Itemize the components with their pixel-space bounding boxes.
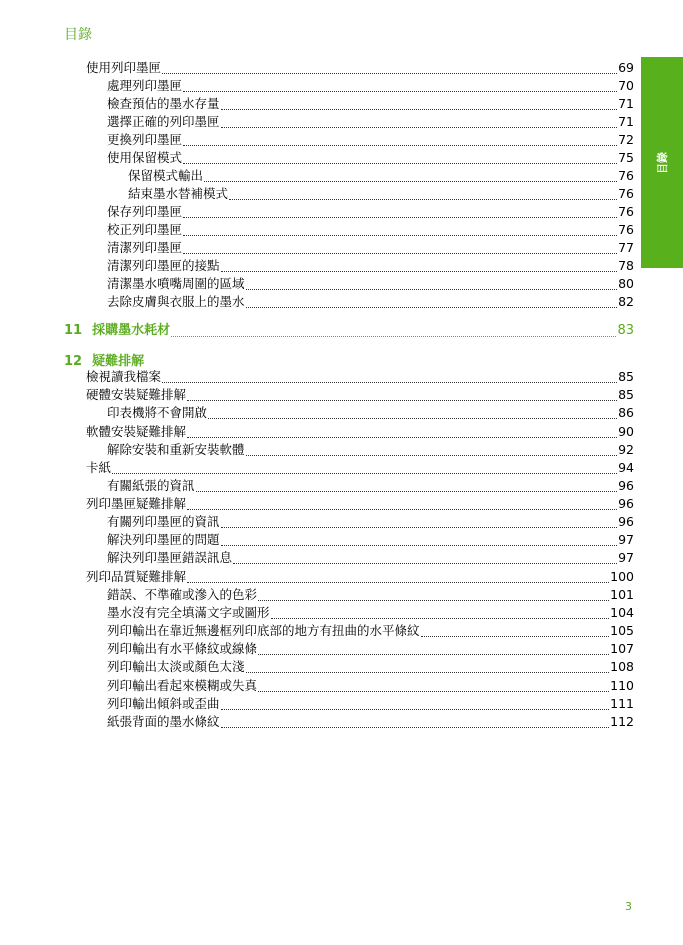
toc-leader-dots	[246, 306, 618, 308]
toc-entry-title: 墨水沒有完全填滿文字或圖形	[107, 605, 270, 620]
toc-leader-dots	[183, 162, 617, 164]
toc-entry-page: 83	[617, 323, 634, 338]
toc-entry-page: 76	[618, 222, 634, 237]
toc-entry[interactable]	[128, 185, 634, 203]
toc-entry[interactable]	[107, 203, 634, 221]
toc-entry-title: 校正列印墨匣	[107, 222, 183, 237]
toc-entry-page: 76	[618, 204, 634, 219]
toc-leader-dots	[183, 234, 617, 236]
toc-leader-dots	[162, 72, 617, 74]
toc-entry-page: 70	[618, 78, 634, 93]
toc-entry[interactable]	[107, 293, 634, 311]
toc-entry-title: 列印品質疑難排解	[86, 569, 187, 584]
toc-entry[interactable]	[107, 441, 634, 459]
toc-entry-title: 列印輸出太淡或顏色太淺	[107, 659, 245, 674]
toc-entry-title: 檢視讀我檔案	[86, 369, 162, 384]
toc-entry-title: 更換列印墨匣	[107, 132, 183, 147]
toc-leader-dots	[421, 635, 610, 637]
toc-entry-title: 軟體安裝疑難排解	[86, 424, 187, 439]
toc-entry-title: 錯誤、不準確或滲入的色彩	[107, 587, 258, 602]
toc-entry-title: 列印墨匣疑難排解	[86, 496, 187, 511]
toc-entry-title: 解決列印墨匣的問題	[107, 532, 220, 547]
toc-entry-title: 保留模式輸出	[128, 168, 204, 183]
side-tab-label: 目錄	[656, 151, 669, 174]
toc-entry-page: 76	[618, 186, 634, 201]
toc-entry-title: 使用列印墨匣	[86, 60, 162, 75]
toc-chapter-11[interactable]	[64, 322, 634, 340]
toc-entry-title: 列印輸出有水平條紋或線條	[107, 641, 258, 656]
toc-entry[interactable]	[107, 713, 634, 731]
toc-entry[interactable]	[86, 568, 634, 586]
toc-entry[interactable]	[107, 221, 634, 239]
toc-leader-dots	[221, 126, 618, 128]
toc-entry-title: 列印輸出在靠近無邊框列印底部的地方有扭曲的水平條紋	[107, 623, 420, 638]
toc-leader-dots	[171, 335, 616, 337]
chapter-number: 11	[64, 323, 83, 338]
toc-entry-page: 76	[618, 168, 634, 183]
toc-leader-dots	[221, 270, 618, 272]
toc-entry[interactable]	[86, 459, 634, 477]
toc-leader-dots	[246, 671, 610, 673]
toc-entry-page: 108	[610, 659, 634, 674]
toc-entry[interactable]	[107, 257, 634, 275]
toc-leader-dots	[112, 472, 617, 474]
toc-leader-dots	[246, 454, 618, 456]
toc-entry-page: 85	[618, 369, 634, 384]
toc-entry-title: 解除安裝和重新安裝軟體	[107, 442, 245, 457]
page-header-title: 目錄	[64, 27, 92, 43]
toc-leader-dots	[162, 381, 617, 383]
toc-entry-title: 列印輸出看起來模糊或失真	[107, 678, 258, 693]
toc-entry-page: 97	[618, 532, 634, 547]
toc-entry[interactable]	[107, 275, 634, 293]
toc-leader-dots	[258, 653, 609, 655]
toc-entry-page: 77	[618, 240, 634, 255]
toc-entry-page: 90	[618, 424, 634, 439]
toc-entry-page: 71	[618, 96, 634, 111]
toc-leader-dots	[187, 436, 617, 438]
toc-entry-title: 清潔墨水噴嘴周圍的區域	[107, 276, 245, 291]
toc-entry-title: 有關列印墨匣的資訊	[107, 514, 220, 529]
toc-entry-page: 92	[618, 442, 634, 457]
toc-entry-page: 85	[618, 387, 634, 402]
toc-entry-title: 保存列印墨匣	[107, 204, 183, 219]
toc-entry-title: 紙張背面的墨水條紋	[107, 714, 220, 729]
side-section-tab	[641, 57, 683, 268]
toc-entry[interactable]	[107, 77, 634, 95]
toc-entry-title: 選擇正確的列印墨匣	[107, 114, 220, 129]
toc-entry-title: 硬體安裝疑難排解	[86, 387, 187, 402]
toc-entry[interactable]	[107, 404, 634, 422]
toc-entry-page: 111	[610, 696, 634, 711]
toc-entry[interactable]	[86, 368, 634, 386]
toc-entry-title: 處理列印墨匣	[107, 78, 183, 93]
toc-entry[interactable]	[107, 677, 634, 695]
toc-entry[interactable]	[86, 386, 634, 404]
toc-entry[interactable]	[107, 239, 634, 257]
toc-entry-page: 78	[618, 258, 634, 273]
toc-entry[interactable]	[107, 658, 634, 676]
toc-leader-dots	[208, 417, 617, 419]
toc-entry-page: 80	[618, 276, 634, 291]
chapter-title: 採購墨水耗材	[92, 323, 171, 338]
toc-entry[interactable]	[107, 640, 634, 658]
toc-entry[interactable]	[107, 131, 634, 149]
toc-entry-page: 101	[610, 587, 634, 602]
toc-entry[interactable]	[107, 695, 634, 713]
toc-leader-dots	[196, 490, 618, 492]
toc-entry-title: 有關紙張的資訊	[107, 478, 195, 493]
toc-entry-page: 71	[618, 114, 634, 129]
toc-entry-title: 列印輸出傾斜或歪曲	[107, 696, 220, 711]
toc-leader-dots	[183, 144, 617, 146]
toc-leader-dots	[271, 617, 610, 619]
toc-entry-title: 結束墨水替補模式	[128, 186, 229, 201]
toc-leader-dots	[229, 198, 617, 200]
toc-entry-title: 解決列印墨匣錯誤訊息	[107, 550, 233, 565]
toc-entry-page: 97	[618, 550, 634, 565]
toc-entry-page: 100	[610, 569, 634, 584]
toc-entry[interactable]	[107, 477, 634, 495]
toc-entry-page: 110	[610, 678, 634, 693]
toc-entry[interactable]	[107, 113, 634, 131]
toc-entry-page: 82	[618, 294, 634, 309]
toc-entry-page: 105	[610, 623, 634, 638]
toc-leader-dots	[204, 180, 617, 182]
toc-entry[interactable]	[107, 95, 634, 113]
toc-entry-title: 去除皮膚與衣服上的墨水	[107, 294, 245, 309]
toc-entry-page: 112	[610, 714, 634, 729]
toc-leader-dots	[183, 90, 617, 92]
toc-entry[interactable]	[107, 586, 634, 604]
toc-entry[interactable]	[107, 549, 634, 567]
toc-entry-page: 72	[618, 132, 634, 147]
chapter-title: 疑難排解	[92, 354, 145, 369]
toc-entry[interactable]	[86, 495, 634, 513]
toc-entry-title: 印表機將不會開啟	[107, 405, 208, 420]
toc-entry[interactable]	[107, 622, 634, 640]
toc-entry-page: 94	[618, 460, 634, 475]
toc-chapter-12[interactable]	[64, 350, 144, 369]
toc-leader-dots	[183, 252, 617, 254]
toc-leader-dots	[187, 399, 617, 401]
toc-leader-dots	[258, 599, 609, 601]
toc-leader-dots	[258, 690, 609, 692]
toc-leader-dots	[221, 526, 618, 528]
toc-leader-dots	[221, 708, 610, 710]
toc-entry-title: 清潔列印墨匣的接點	[107, 258, 220, 273]
toc-leader-dots	[221, 544, 618, 546]
toc-entry-page: 107	[610, 641, 634, 656]
toc-entry[interactable]	[107, 513, 634, 531]
toc-entry[interactable]	[107, 149, 634, 167]
toc-entry-title: 卡紙	[86, 460, 112, 475]
toc-entry-page: 96	[618, 478, 634, 493]
toc-entry[interactable]	[86, 59, 634, 77]
chapter-number: 12	[64, 354, 83, 369]
toc-leader-dots	[221, 726, 610, 728]
toc-entry-page: 86	[618, 405, 634, 420]
toc-leader-dots	[221, 108, 618, 110]
toc-entry-title: 使用保留模式	[107, 150, 183, 165]
toc-entry[interactable]	[86, 423, 634, 441]
toc-entry-page: 104	[610, 605, 634, 620]
toc-entry-page: 96	[618, 496, 634, 511]
toc-leader-dots	[233, 562, 617, 564]
page-number: 3	[625, 900, 632, 913]
toc-entry[interactable]	[107, 604, 634, 622]
toc-entry[interactable]	[107, 531, 634, 549]
toc-entry-page: 69	[618, 60, 634, 75]
toc-leader-dots	[187, 508, 617, 510]
toc-entry[interactable]	[128, 167, 634, 185]
toc-leader-dots	[187, 581, 609, 583]
toc-entry-title: 清潔列印墨匣	[107, 240, 183, 255]
toc-leader-dots	[183, 216, 617, 218]
toc-entry-page: 75	[618, 150, 634, 165]
toc-entry-title: 檢查預估的墨水存量	[107, 96, 220, 111]
toc-entry-page: 96	[618, 514, 634, 529]
toc-leader-dots	[246, 288, 618, 290]
